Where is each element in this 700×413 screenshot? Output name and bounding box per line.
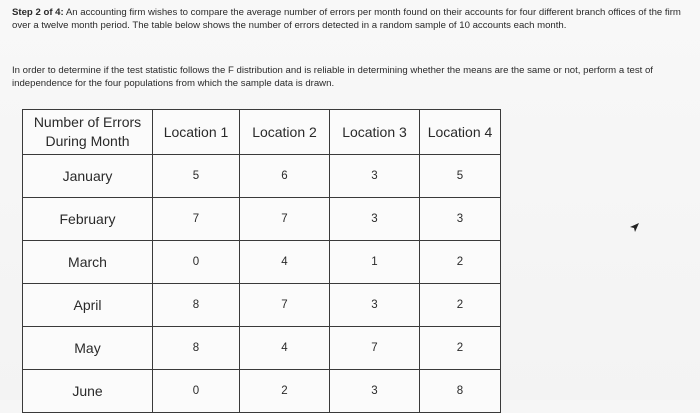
value-cell: 8 [153, 284, 240, 327]
table-row [23, 241, 501, 284]
value-cell: 7 [240, 198, 330, 241]
table-row [23, 155, 501, 198]
month-cell: June [23, 370, 153, 413]
table-row [23, 284, 501, 327]
value-cell: 3 [330, 370, 420, 413]
value-cell: 6 [240, 155, 330, 198]
header-location-1: Location 1 [153, 110, 240, 155]
header-row-label: Number of Errors During Month [23, 110, 153, 155]
value-cell: 8 [153, 327, 240, 370]
month-cell: April [23, 284, 153, 327]
value-cell: 2 [420, 284, 501, 327]
value-cell: 4 [240, 327, 330, 370]
month-cell: February [23, 198, 153, 241]
value-cell: 7 [153, 198, 240, 241]
header-location-4: Location 4 [420, 110, 501, 155]
problem-instruction: In order to determine if the test statistic follows the F distribution and is reliable in determining whether the means are the same or not, perform a test of independence for the four populations from which the sample data is drawn. [12, 65, 653, 89]
value-cell: 1 [330, 241, 420, 284]
table-row [23, 327, 501, 370]
value-cell: 8 [420, 370, 501, 413]
table-row [23, 198, 501, 241]
problem-intro [12, 7, 688, 32]
header-location-3: Location 3 [330, 110, 420, 155]
table-header-row [23, 110, 501, 155]
mouse-pointer-icon [628, 222, 640, 234]
step-label: Step 2 of 4: [12, 7, 64, 18]
value-cell: 2 [420, 241, 501, 284]
value-cell: 7 [240, 284, 330, 327]
value-cell: 3 [330, 284, 420, 327]
value-cell: 2 [420, 327, 501, 370]
value-cell: 3 [330, 155, 420, 198]
header-location-2: Location 2 [240, 110, 330, 155]
value-cell: 0 [153, 241, 240, 284]
month-cell: January [23, 155, 153, 198]
value-cell: 5 [420, 155, 501, 198]
value-cell: 4 [240, 241, 330, 284]
month-cell: May [23, 327, 153, 370]
errors-table [22, 109, 501, 413]
value-cell: 5 [153, 155, 240, 198]
month-cell: March [23, 241, 153, 284]
value-cell: 2 [240, 370, 330, 413]
value-cell: 7 [330, 327, 420, 370]
value-cell: 0 [153, 370, 240, 413]
table-row [23, 370, 501, 413]
intro-text: An accounting firm wishes to compare the average number of errors per month found on their accounts for four different branch offices of the firm over a twelve month period. The table below shows the number of errors detected in a random sample of 10 accounts each month. [12, 7, 681, 31]
value-cell: 3 [330, 198, 420, 241]
value-cell: 3 [420, 198, 501, 241]
